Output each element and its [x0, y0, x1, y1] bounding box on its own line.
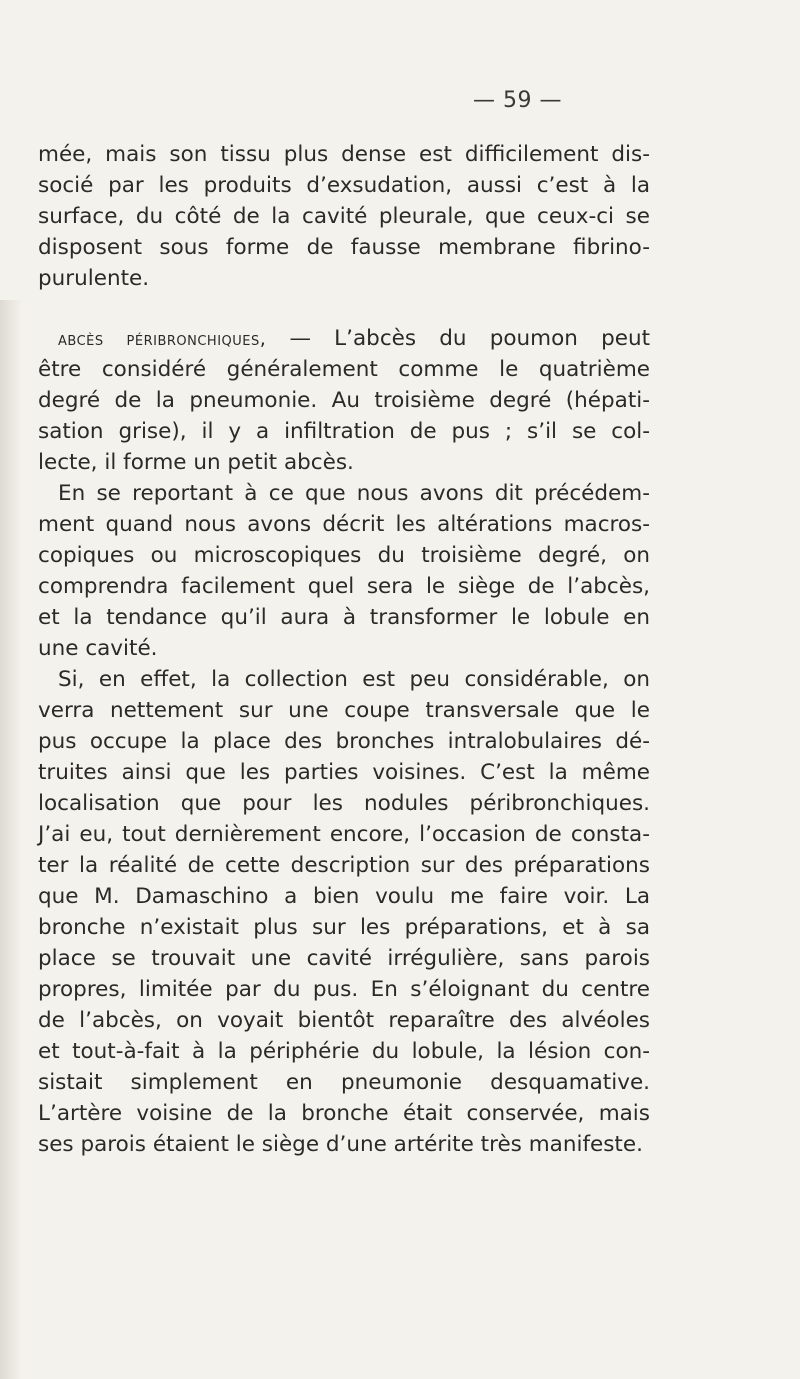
- text-line: bronche n’existait plus sur les préparations, et à sa: [38, 915, 650, 940]
- text-line: une cavité.: [38, 636, 158, 661]
- text-line: sation grise), il y a infiltration de pus ; s’il se col-: [38, 419, 650, 444]
- text-line: localisation que pour les nodules péribronchiques.: [38, 791, 650, 816]
- text-fragment: — L’abcès du poumon peut: [266, 326, 650, 351]
- text-line: purulente.: [38, 266, 150, 291]
- text-line: truites ainsi que les parties voisines. C’est la même: [38, 760, 650, 785]
- text-line: et tout-à-fait à la périphérie du lobule, la lésion con-: [38, 1039, 650, 1064]
- text-line: disposent sous forme de fausse membrane fibrino-: [38, 235, 650, 260]
- text-line: lecte, il forme un petit abcès.: [38, 450, 354, 475]
- text-line: En se reportant à ce que nous avons dit précédem-: [58, 481, 650, 506]
- page-number: — 59 —: [473, 88, 562, 113]
- text-line: sistait simplement en pneumonie desquamative.: [38, 1070, 650, 1095]
- section-heading: abcès péribronchiques,: [58, 328, 267, 350]
- text-line: pus occupe la place des bronches intralobulaires dé-: [38, 729, 650, 754]
- text-line: L’artère voisine de la bronche était conservée, mais: [38, 1101, 650, 1126]
- text-line: de l’abcès, on voyait bientôt reparaître des alvéoles: [38, 1008, 650, 1033]
- page-gutter-shadow: [0, 300, 22, 1379]
- text-line: comprendra facilement quel sera le siège de l’abcès,: [38, 574, 650, 599]
- text-line: et la tendance qu’il aura à transformer le lobule en: [38, 605, 650, 630]
- text-line: J’ai eu, tout dernièrement encore, l’occasion de consta-: [38, 822, 650, 847]
- text-line: ment quand nous avons décrit les altérations macros-: [38, 512, 650, 537]
- text-line: être considéré généralement comme le quatrième: [38, 357, 650, 382]
- text-line: verra nettement sur une coupe transversale que le: [38, 698, 650, 723]
- text-line: ses parois étaient le siège d’une artérite très manifeste.: [38, 1132, 643, 1157]
- text-line: socié par les produits d’exsudation, aussi c’est à la: [38, 173, 650, 198]
- text-line: propres, limitée par du pus. En s’éloignant du centre: [38, 977, 650, 1002]
- section-first-line: [58, 324, 650, 354]
- text-line: place se trouvait une cavité irrégulière, sans parois: [38, 946, 650, 971]
- text-line: copiques ou microscopiques du troisième degré, on: [38, 543, 650, 568]
- text-line: ter la réalité de cette description sur des préparations: [38, 853, 650, 878]
- text-line: que M. Damaschino a bien voulu me faire voir. La: [38, 884, 650, 909]
- text-line: Si, en effet, la collection est peu considérable, on: [58, 667, 650, 692]
- text-line: surface, du côté de la cavité pleurale, que ceux-ci se: [38, 204, 650, 229]
- text-line: mée, mais son tissu plus dense est difficilement dis-: [38, 142, 650, 167]
- text-line: degré de la pneumonie. Au troisième degré (hépati-: [38, 388, 650, 413]
